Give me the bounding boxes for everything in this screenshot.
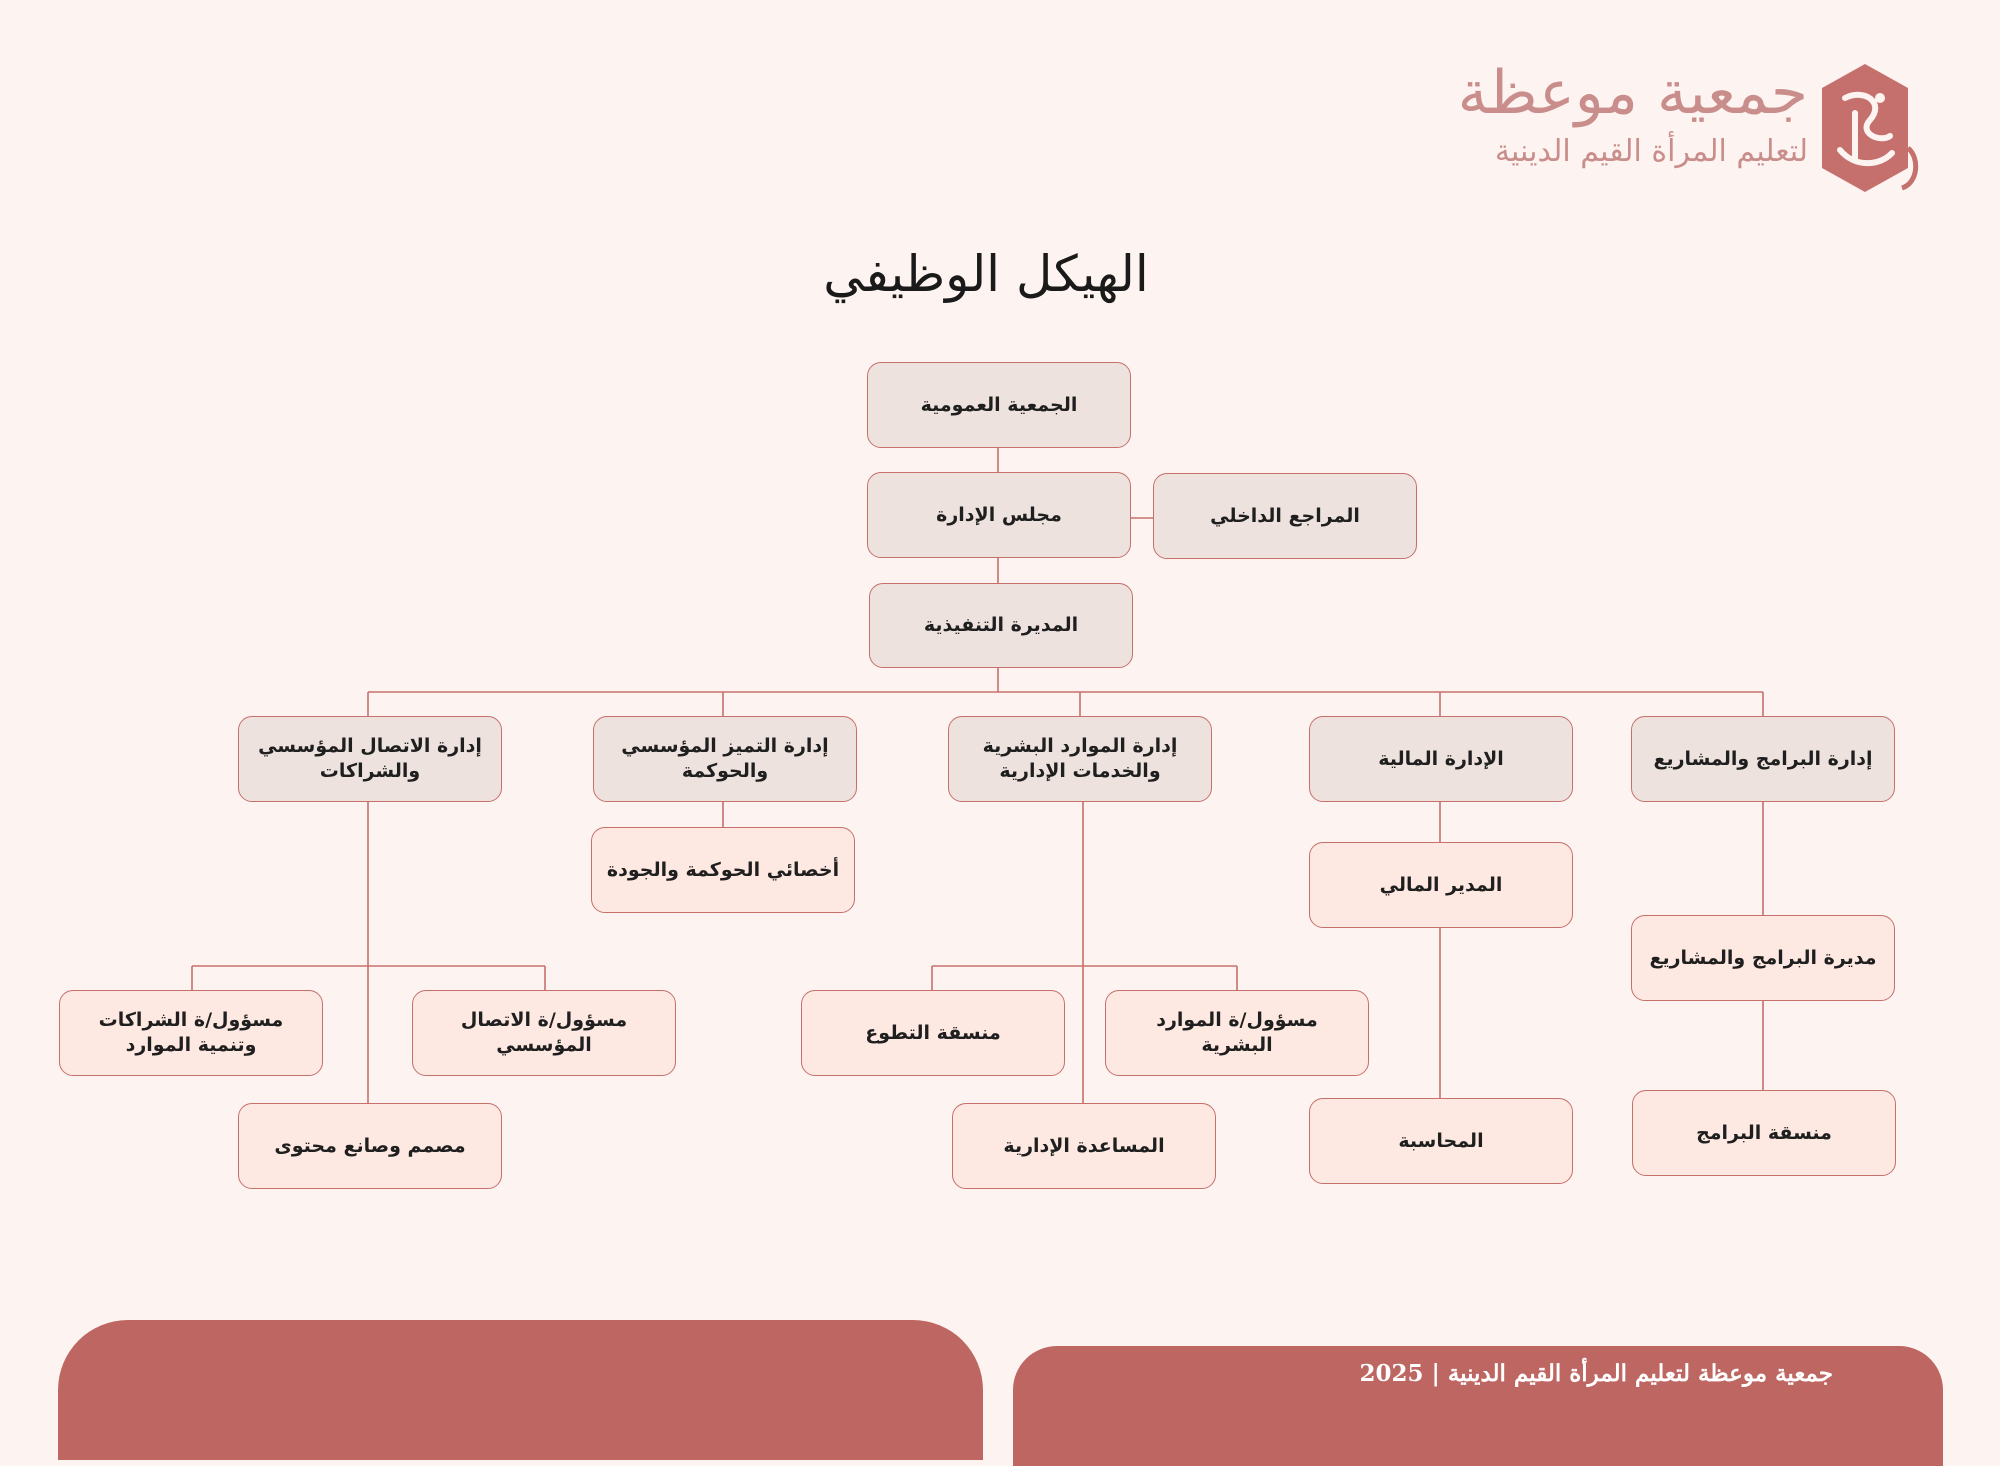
- box-financial-manager: المدير المالي: [1309, 842, 1573, 928]
- box-dept-programs: إدارة البرامج والمشاريع: [1631, 716, 1895, 802]
- box-accountant: المحاسبة: [1309, 1098, 1573, 1184]
- logo-tagline: لتعليم المرأة القيم الدينية: [1494, 134, 1808, 169]
- box-communication-officer: مسؤول/ة الاتصال المؤسسي: [412, 990, 676, 1076]
- box-volunteer-coordinator: منسقة التطوع: [801, 990, 1065, 1076]
- logo-title: جمعية موعظة: [1457, 58, 1808, 128]
- box-dept-hr: إدارة الموارد البشرية والخدمات الإدارية: [948, 716, 1212, 802]
- box-dept-excellence: إدارة التميز المؤسسي والحوكمة: [593, 716, 857, 802]
- box-hr-officer: مسؤول/ة الموارد البشرية: [1105, 990, 1369, 1076]
- box-admin-assistant: المساعدة الإدارية: [952, 1103, 1216, 1189]
- box-general-assembly: الجمعية العمومية: [867, 362, 1131, 448]
- footer-text: جمعية موعظة لتعليم المرأة القيم الدينية | 2025: [1359, 1360, 1833, 1387]
- box-content-designer: مصمم وصانع محتوى: [238, 1103, 502, 1189]
- box-partnerships-officer: مسؤول/ة الشراكات وتنمية الموارد: [59, 990, 323, 1076]
- box-internal-auditor: المراجع الداخلي: [1153, 473, 1417, 559]
- box-governance-specialist: أخصائي الحوكمة والجودة: [591, 827, 855, 913]
- box-programs-director: مديرة البرامج والمشاريع: [1631, 915, 1895, 1001]
- footer-left-panel: [58, 1320, 983, 1460]
- page-title: الهيكل الوظيفي: [823, 245, 1149, 303]
- box-dept-finance: الإدارة المالية: [1309, 716, 1573, 802]
- box-board: مجلس الإدارة: [867, 472, 1131, 558]
- box-executive-director: المديرة التنفيذية: [869, 583, 1133, 668]
- box-dept-communication: إدارة الاتصال المؤسسي والشراكات: [238, 716, 502, 802]
- box-programs-coordinator: منسقة البرامج: [1632, 1090, 1896, 1176]
